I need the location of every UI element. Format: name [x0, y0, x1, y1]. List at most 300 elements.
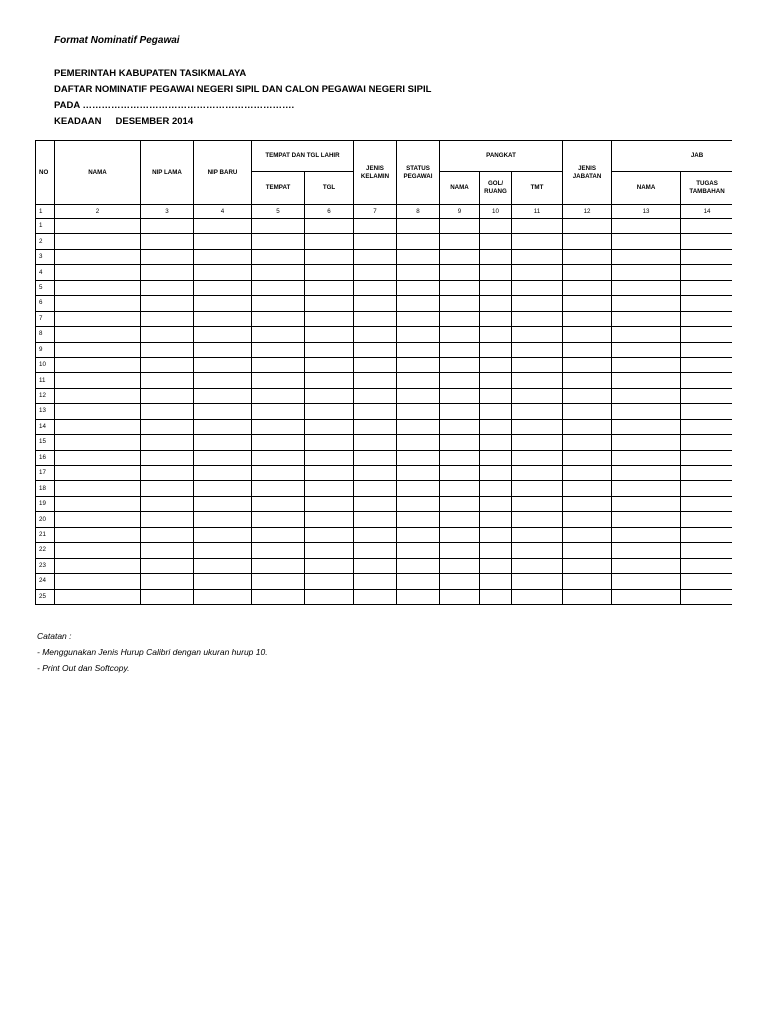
table-cell[interactable]: [681, 296, 732, 311]
table-cell[interactable]: [354, 296, 397, 311]
table-cell[interactable]: [440, 574, 480, 589]
table-cell[interactable]: [563, 481, 612, 496]
table-cell[interactable]: [305, 527, 354, 542]
table-cell[interactable]: [440, 496, 480, 511]
table-cell[interactable]: [480, 388, 512, 403]
table-cell[interactable]: [305, 265, 354, 280]
table-cell[interactable]: [681, 419, 732, 434]
table-cell[interactable]: [480, 219, 512, 234]
table-cell[interactable]: [55, 219, 141, 234]
table-cell[interactable]: [612, 342, 681, 357]
table-cell[interactable]: [305, 280, 354, 295]
table-cell[interactable]: [252, 327, 305, 342]
table-cell[interactable]: [612, 466, 681, 481]
table-cell[interactable]: [480, 589, 512, 604]
table-cell[interactable]: [612, 296, 681, 311]
table-cell[interactable]: [512, 404, 563, 419]
table-cell[interactable]: [55, 589, 141, 604]
table-cell[interactable]: [563, 512, 612, 527]
table-cell[interactable]: [305, 373, 354, 388]
table-cell[interactable]: [563, 219, 612, 234]
table-cell[interactable]: [612, 589, 681, 604]
table-cell[interactable]: [612, 388, 681, 403]
table-cell[interactable]: [252, 249, 305, 264]
table-cell[interactable]: [354, 512, 397, 527]
table-cell[interactable]: [681, 342, 732, 357]
table-cell[interactable]: [305, 404, 354, 419]
table-cell[interactable]: [440, 249, 480, 264]
table-cell[interactable]: [512, 311, 563, 326]
table-cell[interactable]: [252, 527, 305, 542]
table-cell[interactable]: [252, 450, 305, 465]
table-cell[interactable]: [194, 543, 252, 558]
table-cell[interactable]: [681, 234, 732, 249]
table-cell[interactable]: [194, 234, 252, 249]
table-cell[interactable]: [194, 388, 252, 403]
table-cell[interactable]: [612, 543, 681, 558]
table-cell[interactable]: [354, 249, 397, 264]
table-cell[interactable]: [480, 373, 512, 388]
table-cell[interactable]: [440, 450, 480, 465]
table-cell[interactable]: [480, 512, 512, 527]
table-cell[interactable]: [305, 234, 354, 249]
table-cell[interactable]: [563, 296, 612, 311]
table-cell[interactable]: [397, 481, 440, 496]
table-cell[interactable]: [612, 419, 681, 434]
table-cell[interactable]: [354, 388, 397, 403]
table-cell[interactable]: [141, 481, 194, 496]
table-cell[interactable]: [480, 234, 512, 249]
table-cell[interactable]: [194, 357, 252, 372]
table-cell[interactable]: [305, 342, 354, 357]
table-cell[interactable]: [141, 388, 194, 403]
table-cell[interactable]: [55, 481, 141, 496]
table-cell[interactable]: [512, 342, 563, 357]
table-cell[interactable]: [512, 589, 563, 604]
table-cell[interactable]: [397, 342, 440, 357]
table-cell[interactable]: [397, 589, 440, 604]
table-cell[interactable]: [194, 249, 252, 264]
table-cell[interactable]: [612, 219, 681, 234]
table-cell[interactable]: [512, 249, 563, 264]
table-cell[interactable]: [612, 574, 681, 589]
table-cell[interactable]: [252, 296, 305, 311]
table-cell[interactable]: [440, 404, 480, 419]
table-cell[interactable]: [55, 311, 141, 326]
table-cell[interactable]: [612, 357, 681, 372]
table-cell[interactable]: [480, 265, 512, 280]
table-cell[interactable]: [55, 249, 141, 264]
table-cell[interactable]: [563, 589, 612, 604]
table-cell[interactable]: [480, 558, 512, 573]
table-cell[interactable]: [354, 589, 397, 604]
table-cell[interactable]: [612, 373, 681, 388]
table-cell[interactable]: [252, 512, 305, 527]
table-cell[interactable]: [305, 357, 354, 372]
table-cell[interactable]: [252, 265, 305, 280]
table-cell[interactable]: [194, 419, 252, 434]
table-cell[interactable]: [612, 234, 681, 249]
table-cell[interactable]: [252, 466, 305, 481]
table-cell[interactable]: [563, 435, 612, 450]
table-cell[interactable]: [440, 311, 480, 326]
table-cell[interactable]: [440, 419, 480, 434]
table-cell[interactable]: [512, 496, 563, 511]
table-cell[interactable]: [305, 219, 354, 234]
table-cell[interactable]: [305, 388, 354, 403]
table-cell[interactable]: [563, 357, 612, 372]
table-cell[interactable]: [512, 435, 563, 450]
table-cell[interactable]: [612, 512, 681, 527]
table-cell[interactable]: [55, 373, 141, 388]
table-cell[interactable]: [354, 373, 397, 388]
table-cell[interactable]: [354, 265, 397, 280]
table-cell[interactable]: [612, 435, 681, 450]
table-cell[interactable]: [397, 296, 440, 311]
table-cell[interactable]: [194, 404, 252, 419]
table-cell[interactable]: [55, 265, 141, 280]
table-cell[interactable]: [252, 357, 305, 372]
table-cell[interactable]: [440, 481, 480, 496]
table-cell[interactable]: [480, 311, 512, 326]
table-cell[interactable]: [354, 450, 397, 465]
table-cell[interactable]: [681, 219, 732, 234]
table-cell[interactable]: [397, 249, 440, 264]
table-cell[interactable]: [563, 527, 612, 542]
table-cell[interactable]: [55, 342, 141, 357]
table-cell[interactable]: [681, 373, 732, 388]
table-cell[interactable]: [480, 419, 512, 434]
table-cell[interactable]: [305, 435, 354, 450]
table-cell[interactable]: [563, 249, 612, 264]
table-cell[interactable]: [681, 574, 732, 589]
table-cell[interactable]: [305, 496, 354, 511]
table-cell[interactable]: [305, 574, 354, 589]
table-cell[interactable]: [480, 543, 512, 558]
table-cell[interactable]: [252, 435, 305, 450]
table-cell[interactable]: [397, 265, 440, 280]
table-cell[interactable]: [480, 280, 512, 295]
table-cell[interactable]: [397, 419, 440, 434]
table-cell[interactable]: [512, 558, 563, 573]
table-cell[interactable]: [194, 512, 252, 527]
table-cell[interactable]: [194, 435, 252, 450]
table-cell[interactable]: [681, 404, 732, 419]
table-cell[interactable]: [480, 527, 512, 542]
table-cell[interactable]: [397, 466, 440, 481]
table-cell[interactable]: [252, 543, 305, 558]
table-cell[interactable]: [305, 481, 354, 496]
table-cell[interactable]: [141, 249, 194, 264]
table-cell[interactable]: [440, 357, 480, 372]
table-cell[interactable]: [397, 234, 440, 249]
table-cell[interactable]: [252, 481, 305, 496]
table-cell[interactable]: [194, 481, 252, 496]
table-cell[interactable]: [563, 558, 612, 573]
table-cell[interactable]: [397, 512, 440, 527]
table-cell[interactable]: [55, 296, 141, 311]
table-cell[interactable]: [194, 589, 252, 604]
table-cell[interactable]: [512, 450, 563, 465]
table-cell[interactable]: [397, 404, 440, 419]
table-cell[interactable]: [397, 435, 440, 450]
table-cell[interactable]: [55, 450, 141, 465]
table-cell[interactable]: [563, 327, 612, 342]
table-cell[interactable]: [354, 496, 397, 511]
table-cell[interactable]: [563, 404, 612, 419]
table-cell[interactable]: [141, 373, 194, 388]
table-cell[interactable]: [252, 589, 305, 604]
table-cell[interactable]: [612, 527, 681, 542]
table-cell[interactable]: [55, 574, 141, 589]
table-cell[interactable]: [563, 450, 612, 465]
table-cell[interactable]: [55, 496, 141, 511]
table-cell[interactable]: [681, 388, 732, 403]
table-cell[interactable]: [141, 574, 194, 589]
table-cell[interactable]: [563, 466, 612, 481]
table-cell[interactable]: [512, 466, 563, 481]
table-cell[interactable]: [512, 543, 563, 558]
table-cell[interactable]: [141, 265, 194, 280]
table-cell[interactable]: [480, 249, 512, 264]
table-cell[interactable]: [194, 327, 252, 342]
table-cell[interactable]: [681, 311, 732, 326]
table-cell[interactable]: [194, 373, 252, 388]
table-cell[interactable]: [141, 527, 194, 542]
table-cell[interactable]: [480, 450, 512, 465]
table-cell[interactable]: [305, 249, 354, 264]
table-cell[interactable]: [141, 435, 194, 450]
table-cell[interactable]: [354, 357, 397, 372]
table-cell[interactable]: [252, 496, 305, 511]
table-cell[interactable]: [305, 327, 354, 342]
table-cell[interactable]: [55, 280, 141, 295]
table-cell[interactable]: [563, 280, 612, 295]
table-cell[interactable]: [563, 342, 612, 357]
table-cell[interactable]: [440, 527, 480, 542]
table-cell[interactable]: [141, 219, 194, 234]
table-cell[interactable]: [440, 558, 480, 573]
table-cell[interactable]: [305, 512, 354, 527]
table-cell[interactable]: [141, 311, 194, 326]
table-cell[interactable]: [141, 404, 194, 419]
table-cell[interactable]: [681, 512, 732, 527]
table-cell[interactable]: [252, 219, 305, 234]
table-cell[interactable]: [194, 219, 252, 234]
table-cell[interactable]: [681, 357, 732, 372]
table-cell[interactable]: [681, 249, 732, 264]
table-cell[interactable]: [194, 296, 252, 311]
table-cell[interactable]: [55, 558, 141, 573]
table-cell[interactable]: [141, 419, 194, 434]
table-cell[interactable]: [194, 280, 252, 295]
table-cell[interactable]: [194, 527, 252, 542]
table-cell[interactable]: [512, 527, 563, 542]
table-cell[interactable]: [681, 466, 732, 481]
table-cell[interactable]: [397, 280, 440, 295]
table-cell[interactable]: [512, 357, 563, 372]
table-cell[interactable]: [252, 558, 305, 573]
table-cell[interactable]: [512, 296, 563, 311]
table-cell[interactable]: [480, 404, 512, 419]
table-cell[interactable]: [354, 234, 397, 249]
table-cell[interactable]: [612, 558, 681, 573]
table-cell[interactable]: [141, 496, 194, 511]
table-cell[interactable]: [305, 419, 354, 434]
table-cell[interactable]: [141, 234, 194, 249]
table-cell[interactable]: [354, 558, 397, 573]
table-cell[interactable]: [681, 265, 732, 280]
table-cell[interactable]: [397, 327, 440, 342]
table-cell[interactable]: [194, 342, 252, 357]
table-cell[interactable]: [440, 512, 480, 527]
table-cell[interactable]: [512, 574, 563, 589]
table-cell[interactable]: [141, 450, 194, 465]
table-cell[interactable]: [440, 296, 480, 311]
table-cell[interactable]: [612, 280, 681, 295]
table-cell[interactable]: [681, 280, 732, 295]
table-cell[interactable]: [440, 435, 480, 450]
table-cell[interactable]: [563, 543, 612, 558]
table-cell[interactable]: [681, 450, 732, 465]
table-cell[interactable]: [512, 265, 563, 280]
table-cell[interactable]: [55, 543, 141, 558]
table-cell[interactable]: [612, 327, 681, 342]
table-cell[interactable]: [141, 589, 194, 604]
table-cell[interactable]: [354, 404, 397, 419]
table-cell[interactable]: [563, 388, 612, 403]
table-cell[interactable]: [681, 527, 732, 542]
table-cell[interactable]: [440, 219, 480, 234]
table-cell[interactable]: [440, 327, 480, 342]
table-cell[interactable]: [252, 419, 305, 434]
table-cell[interactable]: [440, 265, 480, 280]
table-cell[interactable]: [563, 574, 612, 589]
table-cell[interactable]: [354, 527, 397, 542]
table-cell[interactable]: [512, 512, 563, 527]
table-cell[interactable]: [512, 481, 563, 496]
table-cell[interactable]: [612, 311, 681, 326]
table-cell[interactable]: [55, 327, 141, 342]
table-cell[interactable]: [563, 419, 612, 434]
table-cell[interactable]: [612, 265, 681, 280]
table-cell[interactable]: [397, 574, 440, 589]
table-cell[interactable]: [354, 419, 397, 434]
table-cell[interactable]: [354, 466, 397, 481]
table-cell[interactable]: [141, 296, 194, 311]
table-cell[interactable]: [563, 234, 612, 249]
table-cell[interactable]: [305, 450, 354, 465]
table-cell[interactable]: [354, 435, 397, 450]
table-cell[interactable]: [141, 512, 194, 527]
table-cell[interactable]: [480, 496, 512, 511]
table-cell[interactable]: [141, 543, 194, 558]
table-cell[interactable]: [354, 574, 397, 589]
table-cell[interactable]: [55, 419, 141, 434]
table-cell[interactable]: [141, 466, 194, 481]
table-cell[interactable]: [55, 466, 141, 481]
table-cell[interactable]: [512, 219, 563, 234]
table-cell[interactable]: [354, 543, 397, 558]
table-cell[interactable]: [305, 466, 354, 481]
table-cell[interactable]: [305, 543, 354, 558]
table-cell[interactable]: [194, 450, 252, 465]
table-cell[interactable]: [681, 543, 732, 558]
table-cell[interactable]: [354, 481, 397, 496]
table-cell[interactable]: [305, 558, 354, 573]
table-cell[interactable]: [141, 327, 194, 342]
table-cell[interactable]: [512, 280, 563, 295]
table-cell[interactable]: [480, 466, 512, 481]
table-cell[interactable]: [55, 357, 141, 372]
table-cell[interactable]: [612, 249, 681, 264]
table-cell[interactable]: [55, 234, 141, 249]
table-cell[interactable]: [681, 327, 732, 342]
table-cell[interactable]: [194, 265, 252, 280]
table-cell[interactable]: [397, 357, 440, 372]
table-cell[interactable]: [397, 527, 440, 542]
table-cell[interactable]: [354, 311, 397, 326]
table-cell[interactable]: [397, 219, 440, 234]
table-cell[interactable]: [252, 404, 305, 419]
table-cell[interactable]: [681, 435, 732, 450]
table-cell[interactable]: [612, 404, 681, 419]
table-cell[interactable]: [354, 219, 397, 234]
table-cell[interactable]: [305, 296, 354, 311]
table-cell[interactable]: [612, 496, 681, 511]
table-cell[interactable]: [252, 388, 305, 403]
table-cell[interactable]: [397, 373, 440, 388]
table-cell[interactable]: [440, 280, 480, 295]
table-cell[interactable]: [55, 527, 141, 542]
table-cell[interactable]: [252, 280, 305, 295]
table-cell[interactable]: [480, 481, 512, 496]
table-cell[interactable]: [512, 234, 563, 249]
table-cell[interactable]: [440, 342, 480, 357]
table-cell[interactable]: [141, 558, 194, 573]
table-cell[interactable]: [512, 388, 563, 403]
table-cell[interactable]: [354, 280, 397, 295]
table-cell[interactable]: [563, 265, 612, 280]
table-cell[interactable]: [194, 574, 252, 589]
table-cell[interactable]: [563, 311, 612, 326]
table-cell[interactable]: [141, 342, 194, 357]
table-cell[interactable]: [397, 496, 440, 511]
table-cell[interactable]: [397, 388, 440, 403]
table-cell[interactable]: [252, 234, 305, 249]
table-cell[interactable]: [194, 311, 252, 326]
table-cell[interactable]: [512, 373, 563, 388]
table-cell[interactable]: [252, 373, 305, 388]
table-cell[interactable]: [681, 589, 732, 604]
table-cell[interactable]: [612, 450, 681, 465]
table-cell[interactable]: [397, 543, 440, 558]
table-cell[interactable]: [252, 574, 305, 589]
table-cell[interactable]: [55, 512, 141, 527]
table-cell[interactable]: [681, 481, 732, 496]
table-cell[interactable]: [480, 357, 512, 372]
table-cell[interactable]: [440, 234, 480, 249]
table-cell[interactable]: [305, 311, 354, 326]
table-cell[interactable]: [141, 280, 194, 295]
table-cell[interactable]: [397, 311, 440, 326]
table-cell[interactable]: [194, 466, 252, 481]
table-cell[interactable]: [563, 373, 612, 388]
table-cell[interactable]: [563, 496, 612, 511]
table-cell[interactable]: [612, 481, 681, 496]
table-cell[interactable]: [354, 342, 397, 357]
table-cell[interactable]: [55, 388, 141, 403]
